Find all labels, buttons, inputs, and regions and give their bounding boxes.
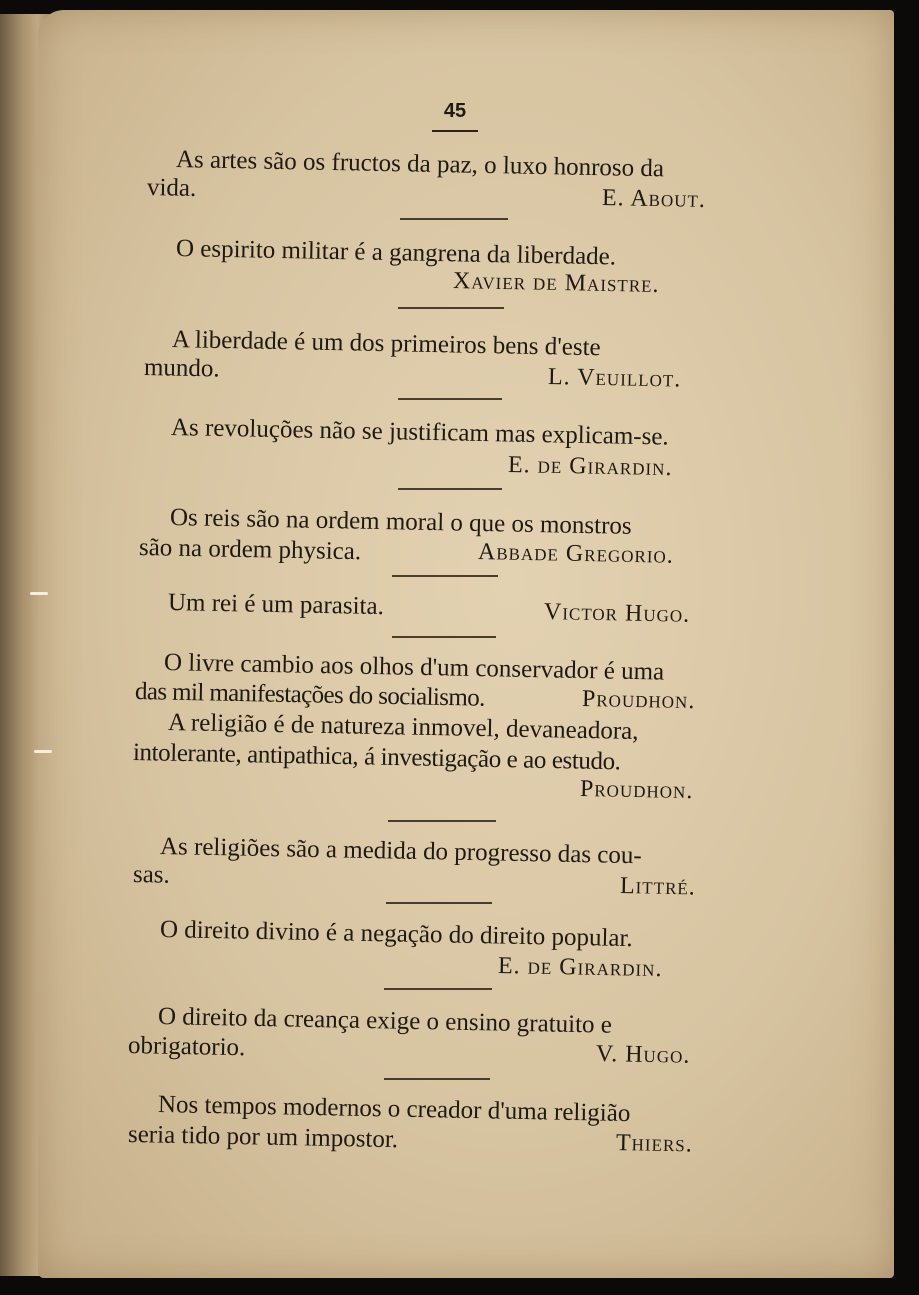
quote-author: E. de Girardin. [507, 452, 673, 482]
quote-line: mundo. [143, 354, 220, 383]
quote-line: Os reis são na ordem moral o que os monstros [169, 504, 632, 540]
quote-line: obrigatorio. [127, 1032, 246, 1062]
quote-line: Um rei é um parasita. [167, 589, 385, 621]
separator-rule [398, 398, 502, 400]
quote-line: seria tido por um impostor. [127, 1121, 399, 1154]
quote-line: das mil manifestações do socialismo. [134, 678, 486, 712]
quote-author: Littré. [619, 873, 697, 901]
quote-line: O livre cambio aos olhos d'um conservador é uma [163, 649, 665, 686]
quote-line: Nos tempos modernos o creador d'uma religião [157, 1091, 631, 1128]
separator-rule [384, 988, 492, 990]
quote-author: Abbade Gregorio. [477, 539, 675, 569]
separator-rule [392, 636, 496, 638]
quote-line: intolerante, antipathica, á investigação e ao estudo. [132, 739, 621, 776]
separator-rule [384, 1078, 490, 1080]
quote-line: A liberdade é um dos primeiros bens d'este [171, 326, 601, 362]
quote-line: A religião é de natureza inmovel, devaneadora, [167, 709, 639, 746]
separator-rule [400, 218, 508, 220]
quote-author: E. About. [601, 185, 707, 213]
quote-author: Victor Hugo. [543, 599, 691, 628]
quote-line: As revoluções não se justificam mas explicam-se. [170, 414, 669, 451]
page-number: 45 [443, 100, 467, 122]
page-number-rule [432, 130, 478, 132]
quote-line: O direito divino é a negação do direito popular. [159, 916, 633, 953]
quote-author: Proudhon. [581, 686, 696, 715]
quote-author: V. Hugo. [595, 1041, 691, 1069]
separator-rule [386, 902, 492, 904]
quote-author: E. de Girardin. [497, 953, 663, 983]
quote-author: Xavier de Maistre. [452, 268, 660, 298]
separator-rule [388, 820, 496, 822]
quote-line: As artes são os fructos da paz, o luxo honroso da [175, 146, 665, 183]
separator-rule [392, 575, 498, 577]
quote-author: Thiers. [615, 1130, 694, 1158]
separator-rule [398, 488, 502, 490]
quote-line: O espirito militar é a gangrena da liberdade. [175, 235, 617, 271]
quote-line: sas. [132, 861, 171, 889]
quote-line: As religiões são a medida do progresso das cou- [159, 833, 643, 870]
separator-rule [398, 307, 504, 309]
quote-line: são na ordem physica. [138, 534, 362, 566]
quote-line: O direito da creança exige o ensino gratuito e [157, 1003, 613, 1039]
quote-author: L. Veuillot. [547, 364, 682, 393]
quote-line: vida. [146, 174, 197, 202]
quote-author: Proudhon. [579, 776, 694, 805]
